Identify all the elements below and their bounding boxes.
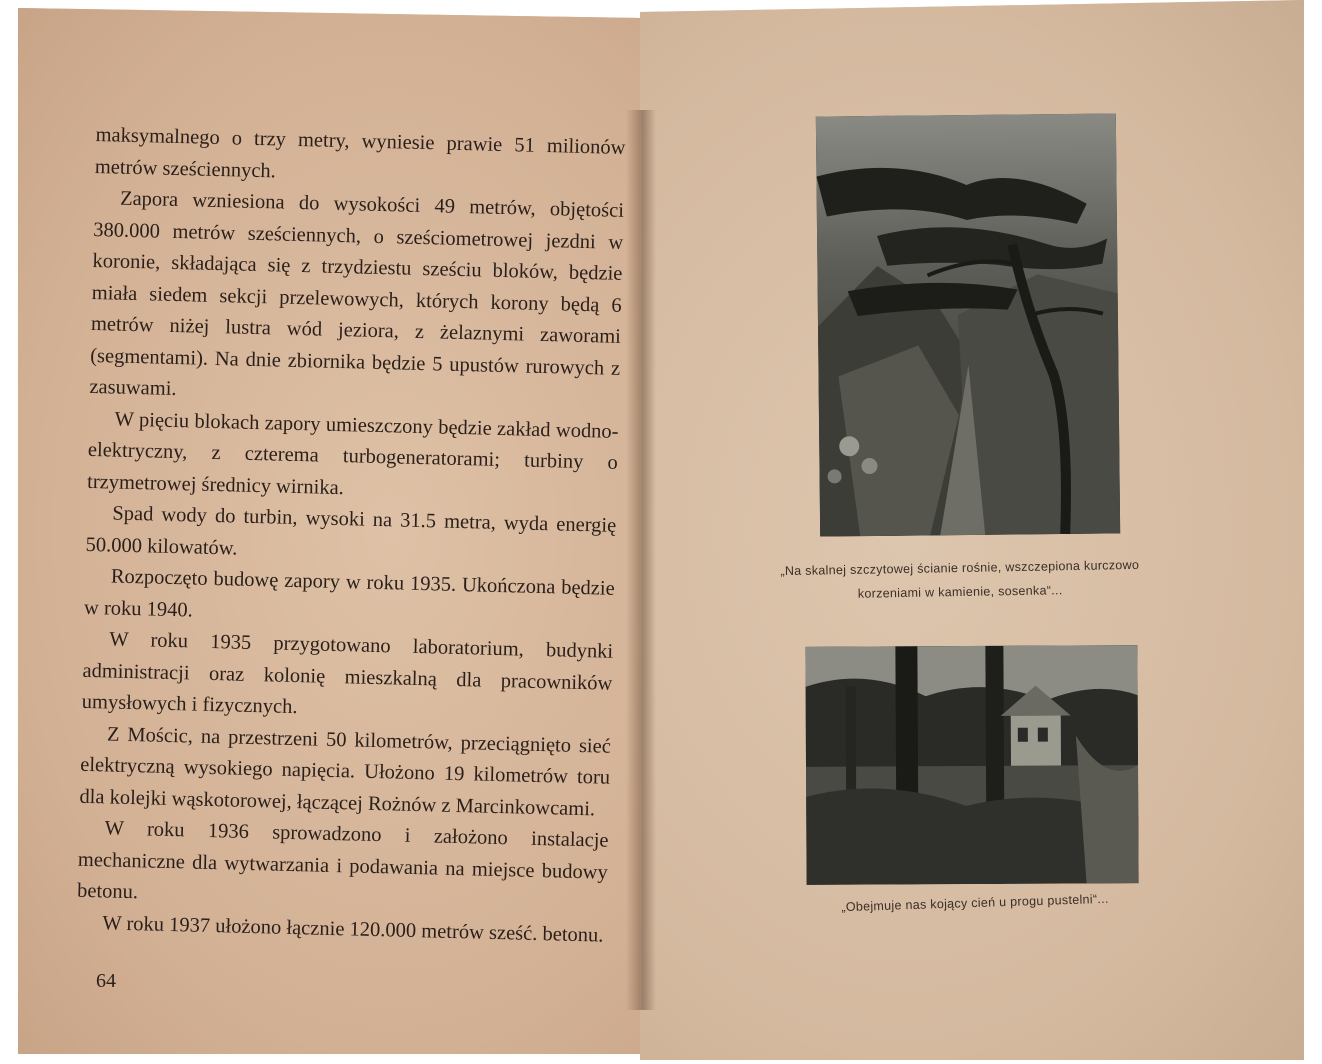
paragraph: W roku 1937 ułożono łącznie 120.000 metrów sześć. betonu. <box>102 911 604 947</box>
photo-caption: „Obejmuje nas kojący cień u progu pustelni“... <box>841 891 1109 915</box>
paragraph: W roku 1935 przygotowano laboratorium, budynki administracji oraz kolonię mieszkalną dla pracowników umysłowych i fizycznych. <box>81 628 614 719</box>
photo-pine-tree-gorge <box>816 113 1120 536</box>
photo-hermitage-forest <box>805 645 1138 885</box>
paragraph: Rozpoczęto budowę zapory w roku 1935. Ukończona będzie w roku 1940. <box>83 565 615 622</box>
photo-caption: „Na skalnej szczytowej ścianie rośnie, wszczepiona kurczowo korzeniami w kamienie, sosenka“... <box>780 557 1140 601</box>
page-number: 64 <box>96 970 116 992</box>
pine-tree-illustration <box>816 113 1120 536</box>
paragraph: maksymalnego o trzy metry, wyniesie prawie 51 milionów metrów sześciennych. <box>94 123 626 182</box>
paragraph: W pięciu blokach zapory umieszczony będzie zakład wodno-elektryczny, z czterema turbogeneratorami; turbiny o trzymetrowej średnicy wirnika. <box>86 408 619 499</box>
book-gutter <box>626 110 656 1010</box>
body-text <box>76 120 626 952</box>
hermitage-illustration <box>805 645 1138 885</box>
paragraph: Zapora wzniesiona do wysokości 49 metrów, objętości 380.000 metrów sześciennych, o sześciometrowej jezdni w koronie, składająca się z trzydziestu sześciu bloków, będzie miała siedem sekcji przelewowych, których korony będą 6 metrów niżej lustra wód jeziora, z żelaznymi zaworami (segmentami). Na dnie zbiornika będzie 5 upustów rurowych z zasuwami. <box>89 187 625 401</box>
paragraph: Spad wody do turbin, wysoki na 31.5 metra, wyda energię 50.000 kilowatów. <box>85 502 617 560</box>
paragraph: Z Mościc, na przestrzeni 50 kilometrów, przeciągnięto sieć elektryczną wysokiego napięcia. Ułożono 19 kilometrów toru dla kolejki wąskotorowej, łączącej Rożnów z Marcinkowcami. <box>79 722 612 820</box>
paragraph: W roku 1936 sprowadzono i założono instalacje mechaniczne dla wytwarzania i podawania na miejsce budowy betonu. <box>76 817 609 904</box>
